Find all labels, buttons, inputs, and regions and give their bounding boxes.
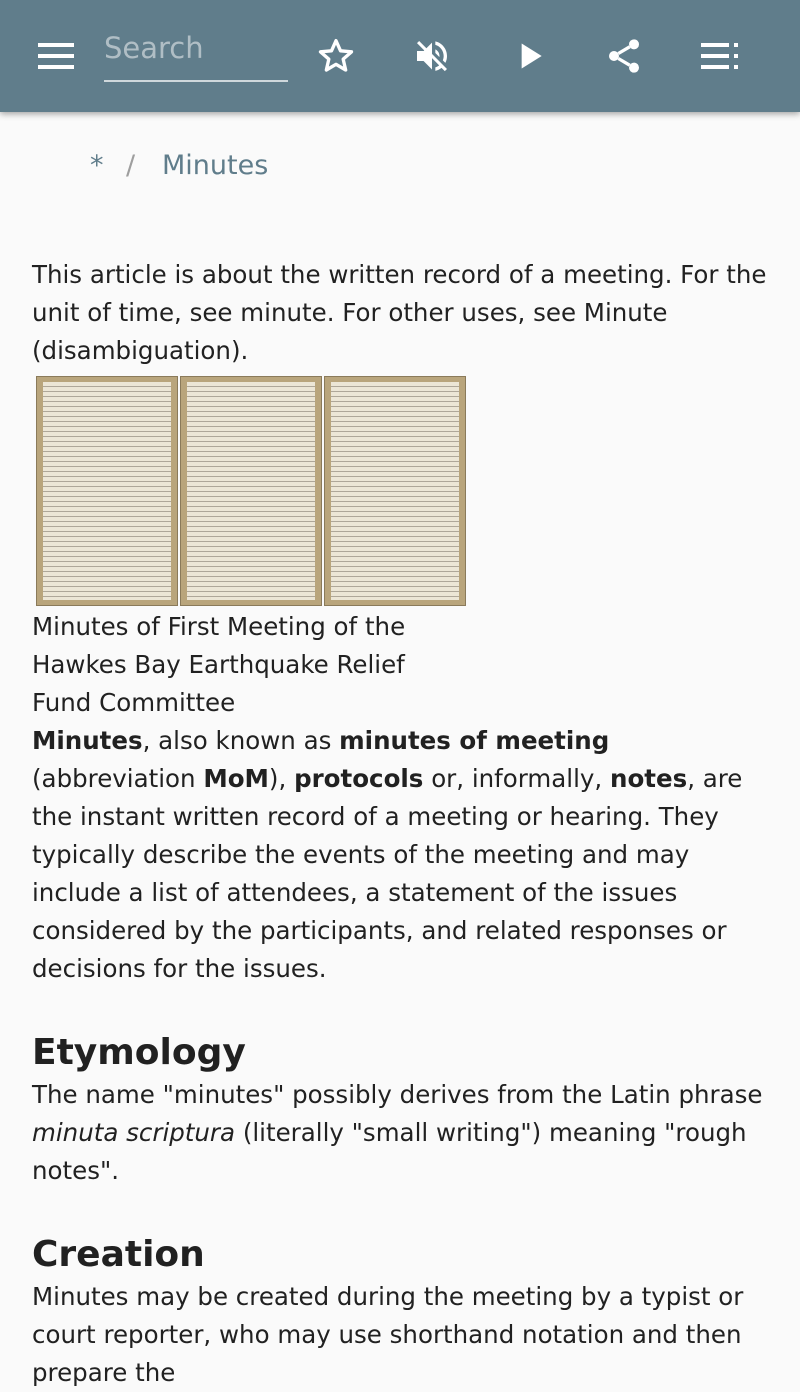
term-protocols: protocols (294, 764, 424, 793)
play-button[interactable] (502, 28, 558, 84)
star-icon (316, 36, 356, 76)
image-caption-text: Minutes of First Meeting of the Hawkes Bay Earthquake Relief Fund Committee (32, 612, 406, 717)
table-of-contents-button[interactable] (692, 28, 748, 84)
search-input[interactable] (104, 26, 288, 70)
section-heading-creation: Creation (32, 1234, 205, 1275)
etymology-text-1: The name "minutes" possibly derives from the Latin phrase (32, 1080, 763, 1109)
intro-text-2: (abbreviation (32, 764, 204, 793)
article-content (32, 256, 772, 1392)
menu-icon (38, 43, 74, 69)
toc-icon (701, 43, 739, 69)
search-field[interactable] (104, 26, 288, 82)
etymology-text-2: (literally "small writing") meaning "rough notes". (32, 1118, 747, 1185)
article-image[interactable] (36, 376, 772, 608)
app-toolbar (0, 0, 800, 112)
image-caption (32, 608, 462, 722)
breadcrumb-current-page: Minutes (162, 150, 269, 181)
breadcrumb (0, 140, 800, 194)
bookmark-button[interactable] (308, 28, 364, 84)
term-notes: notes (610, 764, 688, 793)
volume-off-icon (412, 36, 452, 76)
breadcrumb-home-link[interactable]: * (90, 150, 104, 181)
menu-button[interactable] (28, 28, 84, 84)
share-button[interactable] (596, 28, 652, 84)
term-minutes-of-meeting: minutes of meeting (339, 726, 610, 755)
creation-paragraph (32, 1278, 772, 1392)
section-heading-etymology: Etymology (32, 1032, 246, 1073)
hatnote-text: This article is about the written record of a meeting. For the unit of time, see minute. For other uses, see Minute (disambiguation). (32, 260, 767, 365)
mute-button[interactable] (404, 28, 460, 84)
term-mom: MoM (203, 764, 269, 793)
share-icon (604, 36, 644, 76)
intro-text-1: , also known as (142, 726, 340, 755)
creation-text: Minutes may be created during the meeting by a typist or court reporter, who may use shorthand notation and then prepare the (32, 1282, 744, 1387)
hatnote (32, 256, 772, 370)
etymology-paragraph (32, 1076, 772, 1190)
breadcrumb-separator: / (126, 150, 136, 181)
play-icon (510, 36, 550, 76)
intro-paragraph (32, 722, 772, 988)
intro-text-5: , are the instant written record of a meeting or hearing. They typically describe the events of the meeting and may include a list of attendees, a statement of the issues considered by the participants, and related responses or decisions for the issues. (32, 764, 743, 983)
term-minutes: Minutes (32, 726, 143, 755)
minutes-page-2-image (180, 376, 322, 606)
intro-text-4: or, informally, (423, 764, 610, 793)
minutes-page-1-image (36, 376, 178, 606)
latin-phrase: minuta scriptura (32, 1118, 236, 1147)
minutes-page-3-image (324, 376, 466, 606)
intro-text-3: ), (268, 764, 295, 793)
